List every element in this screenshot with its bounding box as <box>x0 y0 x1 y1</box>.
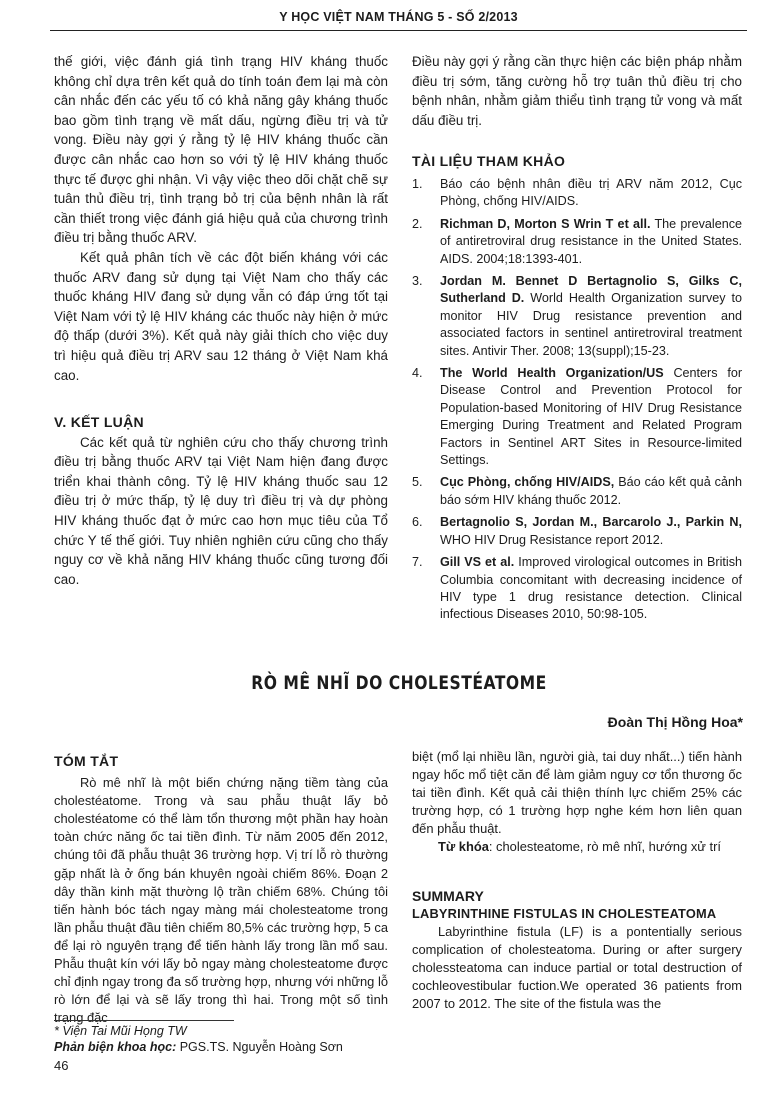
abstract-left-column <box>54 752 388 1027</box>
abstract-heading: TÓM TẮT <box>54 753 119 769</box>
reference-item: 1. Báo cáo bệnh nhân điều trị ARV năm 2012, Cục Phòng, chống HIV/AIDS. <box>412 176 742 209</box>
reference-item: 3. Jordan M. Bennet D Bertagnolio S, Gilks C, Sutherland D. World Health Organization survey to monitor HIV Drug resistance prevention and associated factors in sentinel antiretroviral treatment sites. Antivir Ther. 2008; 13(suppl);15-23. <box>412 274 743 358</box>
article-title: RÒ MÊ NHĨ DO CHOLESTÉATOME <box>251 672 547 694</box>
conclusion-heading: V. KẾT LUẬN <box>54 414 144 431</box>
abstract-text: Rò mê nhĩ là một biến chứng nặng tiềm tàng của cholestéatome. Trong và sau phẫu thuật lấy bỏ cholestéatome có thể làm tổn thương một phần hay hoàn toàn chức năng ốc tai tiền đình. Từ năm 2005 đến 2012, chúng tôi đã phẫu thuật 36 trường hợp. Vị trí lỗ rò thường gặp nhất là ở ống bán khuyên ngoài chiếm 86%. Đoạn 2 dây thần kinh mặt thường lộ trần chiếm 68%. Chúng tôi tiến hành bóc tách ngay màng mái cholesteatome trong lần phẫu thuật đầu tiên chiếm 80,5% các trường hợp, 5 ca để lại rò nguyên trạng để tiến hành lấy trong lần mổ sau. Phẫu thuật kín với lấy bỏ ngay màng cholesteatome được chỉ định ngay trong đa số trường hợp, nhưng với những lỗ rò lớn để lại và sẽ lấy trong thì hai. Trong một số tình trạng đặc <box>54 775 388 1026</box>
reviewer-line <box>54 1040 343 1056</box>
conclusion-text: Các kết quả từ nghiên cứu cho thấy chương trình điều trị bằng thuốc ARV tại Việt Nam hiện đang được triển khai thành công. Tỷ lệ HIV kháng thuốc sau 12 điều trị ở mức thấp, tỷ lệ duy trì điều trị và dự phòng HIV kháng thuốc đạt ở mức cao hơn mục tiêu của Tổ chức Y tế thế giới. Tuy nhiên nghiên cứu cũng cho thấy nguy cơ về khả năng HIV kháng thuốc cũng tương đối cao. <box>54 434 388 587</box>
body-paragraph: Điều này gợi ý rằng cần thực hiện các biện pháp nhằm điều trị sớm, tăng cường hỗ trợ tuân thủ điều trị cho bệnh nhân, nhằm giảm thiểu tình trạng tử vong và mất dấu điều trị. <box>412 54 742 128</box>
abstract-text-continued: biệt (mổ lại nhiều lần, người già, tai duy nhất...) tiến hành ngay hốc mổ tiệt căn để làm giảm nguy cơ tổn thương ốc tai tiền đình. Kết quả cải thiện thính lực chiếm 25% các trường hợp, có 1 trường hợp nghe kém hơn liên quan đến phẫu thuật. <box>412 749 742 837</box>
reviewer-name: PGS.TS. Nguyễn Hoàng Sơn <box>176 1039 343 1054</box>
keywords-label: Từ khóa <box>438 839 489 855</box>
prev-article-left-column <box>54 52 388 589</box>
footnote-rule <box>54 1020 234 1021</box>
reference-item: 5. Cục Phòng, chống HIV/AIDS, Báo cáo kết quả cảnh báo sớm HIV kháng thuốc 2012. <box>412 475 742 507</box>
article-author: Đoàn Thị Hồng Hoa* <box>607 714 743 730</box>
reference-item: 2. Richman D, Morton S Wrin T et all. The prevalence of antiretroviral drug resistance in the United States. AIDS. 2004;18:1393-401. <box>412 216 743 266</box>
summary-heading: SUMMARY <box>412 887 484 904</box>
abstract-right-column <box>412 748 742 1013</box>
running-head: Y HỌC VIỆT NAM THÁNG 5 - SỐ 2/2013 <box>50 6 747 31</box>
keywords-text: : cholesteatome, rò mê nhĩ, hướng xử trí <box>488 839 721 855</box>
references-heading: TÀI LIỆU THAM KHẢO <box>412 153 566 170</box>
summary-text: Labyrinthine fistula (LF) is a pontentially serious complication of cholesteatoma. During or after surgery cholessteatoma can induce partial or total destruction of cochleovestibular fuction.We operated 36 patients from 2007 to 2012. The site of the fistula was the <box>412 923 742 1012</box>
reference-item: 4. The World Health Organization/US Centers for Disease Control and Prevention Protocol for Population-based Monitoring of HIV Drug Resistance Emerging During Treatment and Related Program Factors in Sentinel ART Sites in Resource-limited Settings. <box>412 366 743 468</box>
keywords <box>412 838 742 856</box>
summary-subtitle: LABYRINTHINE FISTULAS IN CHOLESTEATOMA <box>412 905 717 921</box>
reviewer-label: Phản biện khoa học: <box>54 1039 177 1054</box>
body-paragraph: thế giới, việc đánh giá tình trạng HIV kháng thuốc không chỉ dựa trên kết quả do tính toán đem lại mà còn cân nhắc đến các yếu tố có khả năng gây kháng thuốc bao gồm tình trạng về mất dấu, ngừng điều trị và tử vong. Điều này gợi ý rằng tỷ lệ HIV kháng thuốc cần được cân nhắc cao hơn so với tỷ lệ HIV kháng thuốc thực tế được ghi nhận. Vì vậy việc theo dõi chặt chẽ sự tuân thủ điều trị, tình trạng bỏ trị của bệnh nhân là rất cần thiết trong việc đánh giá hiệu quả của chương trình điều trị bằng thuốc ARV. <box>54 54 388 246</box>
page-number: 46 <box>54 1058 69 1073</box>
reference-item: 7. Gill VS et al. Improved virological outcomes in British Columbia concomitant with decreasing incidence of HIV type 1 drug resistance detection. Clinical infectious Diseases 2010, 50:98-105. <box>412 555 743 622</box>
author-institution: * Viện Tai Mũi Họng TW <box>54 1024 187 1038</box>
reference-list <box>412 176 742 624</box>
reference-item: 6. Bertagnolio S, Jordan M., Barcarolo J., Parkin N, WHO HIV Drug Resistance report 2012. <box>412 515 742 547</box>
prev-article-right-column <box>412 52 742 629</box>
footnote <box>54 1024 343 1055</box>
body-paragraph: Kết quả phân tích về các đột biến kháng với các thuốc ARV đang sử dụng tại Việt Nam cho thấy các thuốc kháng HIV đang sử dụng vẫn có đáp ứng tốt tại Việt Nam với tỷ lệ HIV kháng các thuốc này hiện ở mức độ thấp (dưới 3%). Kết quả này giải thích cho việc duy trì hiệu quả điều trị ARV sau 12 tháng ở Việt Nam khá cao. <box>54 249 388 383</box>
